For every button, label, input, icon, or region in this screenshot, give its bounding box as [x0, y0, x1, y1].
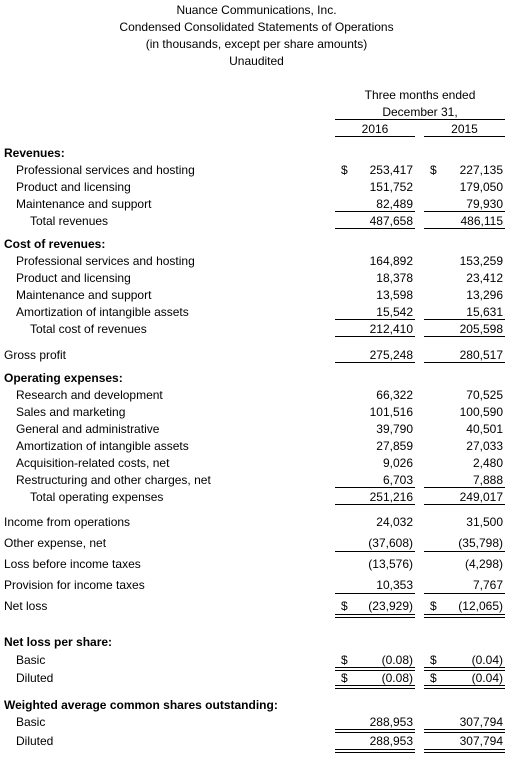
total-2016: 251,216 [369, 490, 413, 504]
row-label: Amortization of intangible assets [16, 439, 189, 453]
value-2016: 13,598 [376, 288, 413, 302]
total-label: Total revenues [30, 214, 109, 228]
value-2015: 2,480 [472, 456, 503, 470]
operating-expenses-heading: Operating expenses: [4, 371, 123, 385]
audit-status: Unaudited [229, 54, 284, 68]
income-from-operations-label: Income from operations [4, 515, 131, 529]
row-label: General and administrative [16, 422, 160, 436]
basic-shares-2015: 307,794 [459, 715, 503, 729]
period-heading-line1: Three months ended [364, 88, 476, 102]
total-label: Total cost of revenues [30, 322, 147, 336]
value-2015: 179,050 [459, 180, 503, 194]
total-rule [335, 504, 415, 505]
gross-profit-label: Gross profit [4, 348, 67, 362]
income-from-operations-2016: 24,032 [376, 515, 413, 529]
total-2015: 205,598 [459, 322, 503, 336]
diluted-eps-double-rule [424, 685, 505, 689]
dollar-sign: $ [341, 163, 348, 177]
other-expense-rule [424, 551, 505, 552]
period-heading-rule [335, 119, 505, 120]
net-loss-2016: (23,929) [368, 599, 413, 613]
basic-shares-2016: 288,953 [369, 715, 413, 729]
statement-title: Condensed Consolidated Statements of Operations [119, 20, 394, 34]
provision-rule [424, 593, 505, 594]
diluted-shares-double-rule [335, 749, 415, 753]
year-2016-rule [335, 136, 415, 137]
period-heading-line2: December 31, [382, 105, 458, 119]
provision-rule [335, 593, 415, 594]
diluted-eps-2015: (0.04) [471, 671, 503, 685]
value-2016: 18,378 [376, 271, 413, 285]
row-label: Acquisition-related costs, net [16, 456, 170, 470]
income-from-operations-2015: 31,500 [466, 515, 503, 529]
revenues-heading: Revenues: [4, 146, 65, 160]
value-2015: 100,590 [459, 405, 503, 419]
basic-eps-2016: (0.08) [381, 653, 413, 667]
row-label: Restructuring and other charges, net [16, 473, 211, 487]
value-2016: 66,322 [376, 388, 413, 402]
basic-eps-2015: (0.04) [471, 653, 503, 667]
provision-2016: 10,353 [376, 578, 413, 592]
value-2015: 227,135 [459, 163, 503, 177]
gross-profit-2016: 275,248 [369, 348, 413, 362]
value-2016: 15,542 [376, 305, 413, 319]
value-2015: 13,296 [466, 288, 503, 302]
value-2015: 153,259 [459, 254, 503, 268]
row-label: Sales and marketing [16, 405, 126, 419]
gross-profit-2015: 280,517 [459, 348, 503, 362]
net-loss-per-share-heading: Net loss per share: [4, 635, 113, 649]
total-rule [424, 336, 505, 337]
subtotal-rule [424, 487, 505, 488]
row-label: Product and licensing [16, 180, 131, 194]
subtotal-rule [424, 211, 505, 212]
value-2016: 101,516 [369, 405, 413, 419]
value-2016: 27,859 [376, 439, 413, 453]
cost-of-revenues-heading: Cost of revenues: [4, 237, 106, 251]
diluted-eps-double-rule [335, 685, 415, 689]
company-name: Nuance Communications, Inc. [176, 3, 337, 17]
value-2015: 27,033 [466, 439, 503, 453]
row-label: Professional services and hosting [16, 163, 195, 177]
value-2015: 79,930 [466, 197, 503, 211]
total-rule [335, 336, 415, 337]
row-label: Maintenance and support [16, 288, 152, 302]
loss-before-taxes-2015: (4,298) [464, 557, 503, 571]
column-year-2015: 2015 [451, 122, 478, 136]
provision-2015: 7,767 [472, 578, 503, 592]
value-2015: 40,501 [466, 422, 503, 436]
gross-profit-rule [335, 362, 415, 363]
other-expense-2016: (37,608) [368, 536, 413, 550]
diluted-shares-2015: 307,794 [459, 734, 503, 748]
value-2016: 253,417 [369, 163, 413, 177]
net-loss-label: Net loss [4, 599, 48, 613]
subtotal-rule [335, 319, 415, 320]
loss-before-taxes-2016: (13,576) [368, 557, 413, 571]
value-2016: 6,703 [382, 473, 413, 487]
row-label: Maintenance and support [16, 197, 152, 211]
dollar-sign: $ [430, 671, 437, 685]
dollar-sign: $ [430, 163, 437, 177]
value-2016: 9,026 [382, 456, 413, 470]
units-note: (in thousands, except per share amounts) [145, 37, 368, 51]
dollar-sign: $ [341, 671, 348, 685]
dollar-sign: $ [341, 599, 348, 613]
value-2015: 15,631 [466, 305, 503, 319]
column-year-2016: 2016 [361, 122, 389, 136]
basic-label: Basic [16, 653, 46, 667]
total-2016: 212,410 [369, 322, 413, 336]
value-2015: 7,888 [472, 473, 503, 487]
row-label: Professional services and hosting [16, 254, 195, 268]
diluted-label: Diluted [16, 671, 54, 685]
dollar-sign: $ [341, 653, 348, 667]
row-label: Product and licensing [16, 271, 131, 285]
net-loss-double-rule [335, 614, 415, 618]
diluted-eps-2016: (0.08) [381, 671, 413, 685]
weighted-shares-heading: Weighted average common shares outstanding: [4, 698, 278, 712]
value-2016: 151,752 [369, 180, 413, 194]
total-label: Total operating expenses [30, 490, 164, 504]
total-rule [424, 228, 505, 229]
value-2015: 70,525 [466, 388, 503, 402]
loss-before-taxes-label: Loss before income taxes [4, 557, 141, 571]
other-expense-label: Other expense, net [4, 536, 107, 550]
gross-profit-rule [424, 362, 505, 363]
value-2016: 39,790 [376, 422, 413, 436]
total-rule [335, 228, 415, 229]
total-2015: 486,115 [460, 214, 503, 228]
value-2016: 164,892 [369, 254, 413, 268]
dollar-sign: $ [430, 653, 437, 667]
dollar-sign: $ [430, 599, 437, 613]
basic-label: Basic [16, 715, 46, 729]
diluted-shares-double-rule [424, 749, 505, 753]
value-2016: 82,489 [376, 197, 413, 211]
value-2015: 23,412 [466, 271, 503, 285]
net-loss-2015: (12,065) [458, 599, 503, 613]
diluted-shares-2016: 288,953 [369, 734, 413, 748]
total-rule [424, 504, 505, 505]
subtotal-rule [424, 319, 505, 320]
row-label: Research and development [16, 388, 163, 402]
diluted-label: Diluted [16, 734, 54, 748]
subtotal-rule [335, 487, 415, 488]
row-label: Amortization of intangible assets [16, 305, 189, 319]
year-2015-rule [424, 136, 505, 137]
total-2016: 487,658 [369, 214, 413, 228]
other-expense-rule [335, 551, 415, 552]
provision-label: Provision for income taxes [4, 578, 145, 592]
total-2015: 249,017 [459, 490, 503, 504]
other-expense-2015: (35,798) [458, 536, 503, 550]
net-loss-double-rule [424, 614, 505, 618]
subtotal-rule [335, 211, 415, 212]
